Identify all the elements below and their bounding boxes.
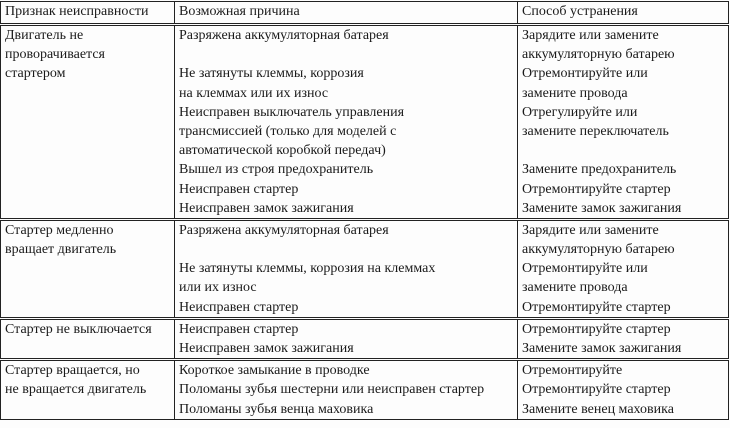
symptom-line: Двигатель не xyxy=(5,28,84,43)
remedy-line: Зарядите или замените xyxy=(522,222,659,238)
cause-cell xyxy=(175,318,518,359)
cause-line: Неисправен выключатель управления xyxy=(179,104,405,120)
remedy-line: Отремонтируйте стартер xyxy=(522,299,671,315)
remedy-line: аккумуляторную батарею xyxy=(522,47,675,63)
cause-cell xyxy=(175,360,518,420)
table-row xyxy=(1,360,729,420)
table-row xyxy=(1,219,729,318)
remedy-line: Отремонтируйте стартер xyxy=(522,382,671,398)
remedy-line: замените провода xyxy=(522,280,628,296)
symptom-cell xyxy=(1,360,175,420)
cause-cell xyxy=(175,25,518,220)
remedy-line xyxy=(522,141,726,160)
cause-line: на клеммах или их износ xyxy=(179,85,329,101)
cause-line: Разряжена аккумуляторная батарея xyxy=(179,222,389,238)
remedy-line: Зарядите или замените xyxy=(522,28,659,43)
table-row xyxy=(1,318,729,359)
remedy-line: Замените замок зажигания xyxy=(522,341,682,356)
header-symptom: Признак неисправности xyxy=(1,2,175,25)
cause-cell xyxy=(175,219,518,318)
symptom-line: Стартер медленно xyxy=(5,222,114,238)
symptom-line: Стартер не выключается xyxy=(5,321,152,337)
symptom-cell xyxy=(1,318,175,359)
header-remedy: Способ устранения xyxy=(518,2,729,25)
cause-line: Неисправен стартер xyxy=(179,299,299,315)
table-row xyxy=(1,25,729,220)
table-body xyxy=(1,25,729,420)
remedy-line: Замените предохранитель xyxy=(522,162,677,178)
table-header-row xyxy=(1,2,729,25)
cause-line: Короткое замыкание в проводке xyxy=(179,363,370,379)
cause-line: Неисправен стартер xyxy=(179,321,299,337)
remedy-line: Замените венец маховика xyxy=(522,401,674,417)
troubleshooting-table xyxy=(0,1,729,420)
remedy-line: Отремонтируйте стартер xyxy=(522,321,671,337)
header-cause: Возможная причина xyxy=(175,2,518,25)
cause-line: Не затянуты клеммы, коррозия xyxy=(179,66,364,82)
symptom-line: Стартер вращается, но xyxy=(5,363,140,379)
remedy-line: Отремонтируйте или xyxy=(522,66,648,82)
remedy-line: замените переключатель xyxy=(522,123,669,139)
cause-line xyxy=(179,240,515,259)
symptom-cell xyxy=(1,25,175,220)
symptom-line: вращает двигатель xyxy=(5,242,117,258)
remedy-line: Отремонтируйте стартер xyxy=(522,181,671,197)
cause-line: Неисправен стартер xyxy=(179,181,299,197)
remedy-line: замените провода xyxy=(522,85,628,101)
symptom-line: не вращается двигатель xyxy=(5,382,147,398)
cause-line xyxy=(179,45,515,64)
remedy-line: Отремонтируйте xyxy=(522,363,623,379)
cause-line: автоматической коробкой передач) xyxy=(179,143,386,159)
cause-line: Разряжена аккумуляторная батарея xyxy=(179,28,389,43)
remedy-line: Отремонтируйте или xyxy=(522,261,648,277)
remedy-line: Отрегулируйте или xyxy=(522,104,638,120)
remedy-cell xyxy=(518,360,729,420)
cause-line: Поломаны зубья шестерни или неисправен стартер xyxy=(179,382,485,398)
cause-line: Вышел из строя предохранитель xyxy=(179,162,374,178)
remedy-line: аккумуляторную батарею xyxy=(522,242,675,258)
cause-line: Не затянуты клеммы, коррозия на клеммах xyxy=(179,261,436,277)
cause-line: или их износ xyxy=(179,280,257,296)
remedy-cell xyxy=(518,219,729,318)
remedy-cell xyxy=(518,25,729,220)
cause-line: Поломаны зубья венца маховика xyxy=(179,401,374,417)
symptom-line: стартером xyxy=(5,66,66,82)
remedy-cell xyxy=(518,318,729,359)
cause-line: трансмиссией (только для моделей с xyxy=(179,123,397,139)
cause-line: Неисправен замок зажигания xyxy=(179,200,354,216)
symptom-line: проворачивается xyxy=(5,47,105,63)
symptom-cell xyxy=(1,219,175,318)
remedy-line: Замените замок зажигания xyxy=(522,200,682,216)
cause-line: Неисправен замок зажигания xyxy=(179,341,354,356)
